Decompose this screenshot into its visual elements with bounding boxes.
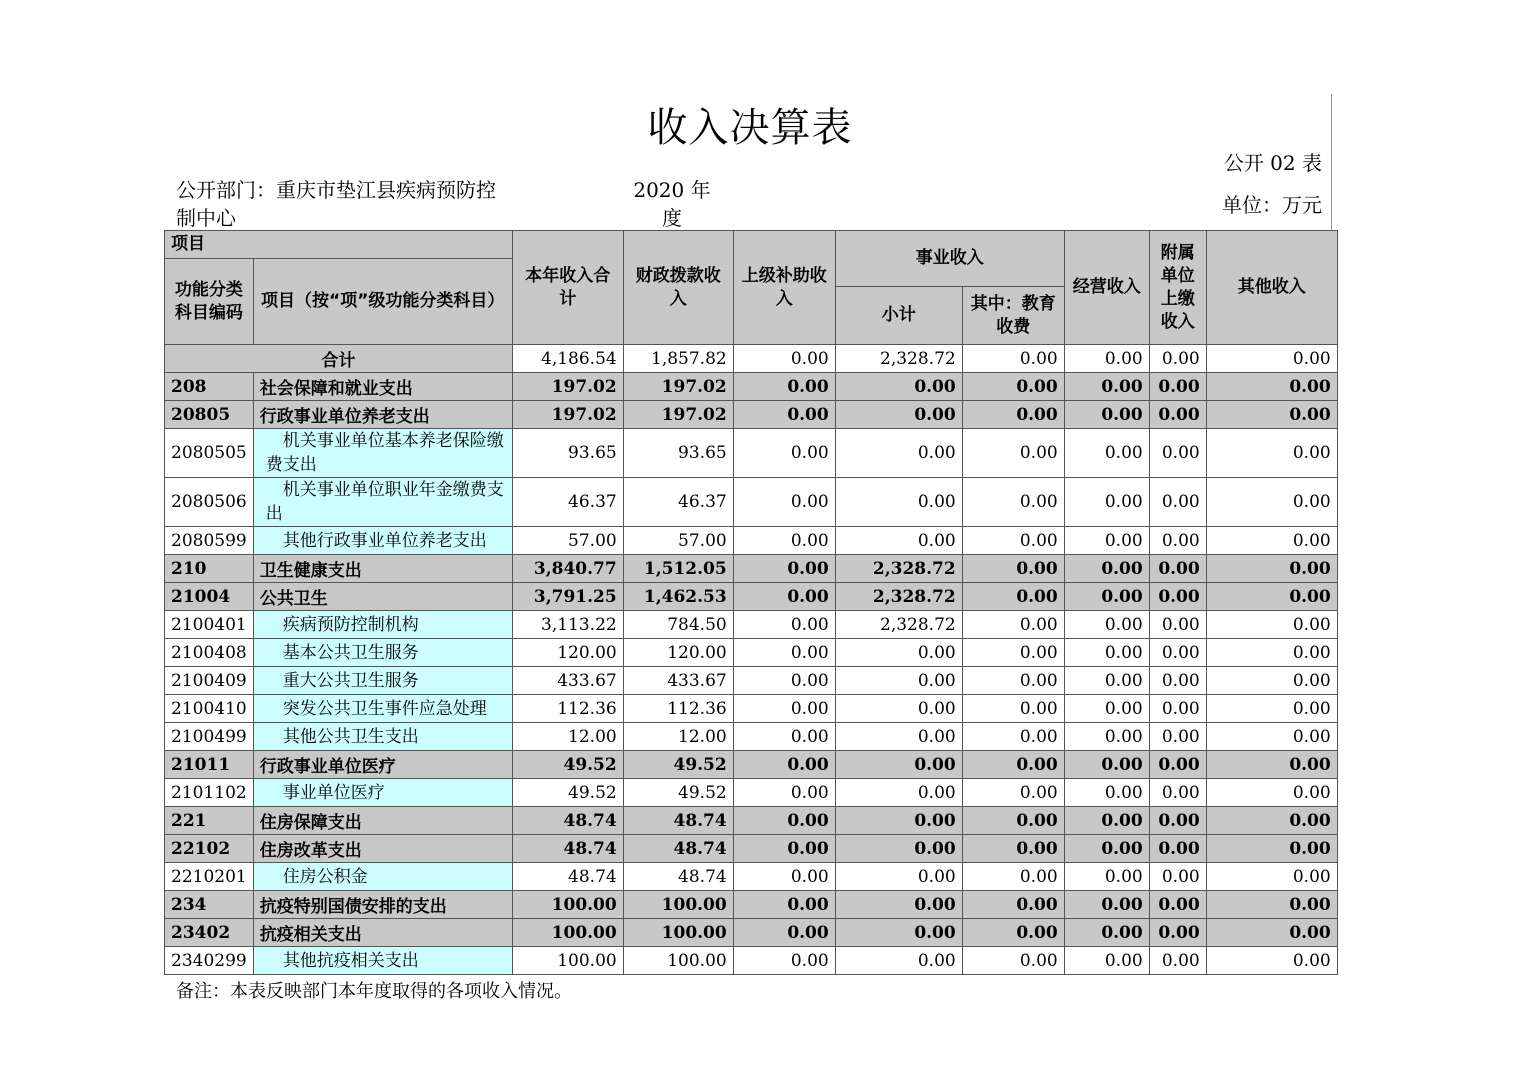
table-row [165,478,1338,527]
row-value: 0.00 [1206,639,1337,667]
row-value: 0.00 [1064,527,1149,555]
table-row [165,863,1338,891]
row-value: 0.00 [1149,527,1206,555]
row-value: 0.00 [733,527,835,555]
row-value: 0.00 [835,429,962,478]
header-edu-fee: 其中：教育收费 [962,287,1064,345]
row-value: 0.00 [1206,835,1337,863]
row-value: 0.00 [1149,667,1206,695]
row-value: 120.00 [512,639,623,667]
row-value: 0.00 [1206,779,1337,807]
row-value: 0.00 [835,751,962,779]
table-row [165,527,1338,555]
row-name: 行政事业单位养老支出 [253,401,512,429]
row-code: 22102 [165,835,254,863]
table-row [165,919,1338,947]
row-value: 120.00 [623,639,733,667]
row-value: 0.00 [1206,723,1337,751]
row-value: 0.00 [835,695,962,723]
row-value: 0.00 [1149,891,1206,919]
row-value: 46.37 [512,478,623,527]
row-value: 2,328.72 [835,611,962,639]
total-cell: 0.00 [1149,345,1206,373]
table-row [165,555,1338,583]
unit-label: 单位：万元 [1222,193,1322,217]
row-name: 行政事业单位医疗 [253,751,512,779]
row-value: 0.00 [1064,919,1149,947]
row-value: 0.00 [1064,373,1149,401]
row-value: 0.00 [733,373,835,401]
row-value: 0.00 [733,401,835,429]
table-row [165,583,1338,611]
row-value: 0.00 [1149,779,1206,807]
header-affiliated: 附属单位上缴收入 [1149,231,1206,345]
row-code: 2100401 [165,611,254,639]
row-value: 197.02 [512,373,623,401]
row-value: 0.00 [1206,401,1337,429]
row-value: 0.00 [962,723,1064,751]
total-cell: 1,857.82 [623,345,733,373]
row-value: 49.52 [623,751,733,779]
row-name: 事业单位医疗 [253,779,512,807]
row-value: 0.00 [835,835,962,863]
row-code: 2340299 [165,947,254,975]
row-value: 112.36 [512,695,623,723]
row-value: 0.00 [962,583,1064,611]
total-cell: 0.00 [1206,345,1337,373]
row-value: 0.00 [962,807,1064,835]
row-value: 0.00 [962,891,1064,919]
row-value: 0.00 [1149,695,1206,723]
row-value: 0.00 [962,779,1064,807]
row-code: 21004 [165,583,254,611]
row-name: 基本公共卫生服务 [253,639,512,667]
row-code: 2100409 [165,667,254,695]
row-value: 49.52 [512,751,623,779]
row-name: 其他抗疫相关支出 [253,947,512,975]
row-value: 0.00 [1149,639,1206,667]
row-value: 0.00 [1149,723,1206,751]
total-cell: 0.00 [962,345,1064,373]
row-value: 0.00 [733,478,835,527]
row-value: 0.00 [1064,667,1149,695]
row-value: 0.00 [835,401,962,429]
row-value: 0.00 [835,373,962,401]
header-fiscal: 财政拨款收入 [623,231,733,345]
row-value: 0.00 [835,667,962,695]
row-value: 0.00 [835,947,962,975]
row-value: 0.00 [733,947,835,975]
header-name: 项目（按“项”级功能分类科目） [253,259,512,345]
row-value: 48.74 [512,807,623,835]
row-value: 0.00 [962,639,1064,667]
income-table [164,230,1338,975]
row-value: 12.00 [623,723,733,751]
table-row [165,835,1338,863]
row-value: 0.00 [733,667,835,695]
row-value: 0.00 [1149,555,1206,583]
row-code: 2080505 [165,429,254,478]
header-other: 其他收入 [1206,231,1337,345]
row-value: 46.37 [623,478,733,527]
row-value: 48.74 [623,835,733,863]
row-value: 784.50 [623,611,733,639]
table-row [165,667,1338,695]
row-code: 2100499 [165,723,254,751]
header-subsidy: 上级补助收入 [733,231,835,345]
row-value: 0.00 [1064,751,1149,779]
row-value: 0.00 [733,919,835,947]
row-value: 0.00 [1206,751,1337,779]
row-value: 1,462.53 [623,583,733,611]
row-code: 2100410 [165,695,254,723]
row-code: 23402 [165,919,254,947]
row-value: 0.00 [733,807,835,835]
header-subtotal: 小计 [835,287,962,345]
row-value: 0.00 [1206,891,1337,919]
row-value: 197.02 [623,401,733,429]
row-value: 93.65 [512,429,623,478]
row-name: 机关事业单位职业年金缴费支出 [253,478,512,527]
row-value: 0.00 [835,807,962,835]
row-value: 433.67 [512,667,623,695]
footnote: 备注：本表反映部门本年度取得的各项收入情况。 [176,981,572,1002]
row-value: 2,328.72 [835,555,962,583]
row-value: 100.00 [623,891,733,919]
row-value: 0.00 [1206,695,1337,723]
table-row [165,751,1338,779]
row-name: 机关事业单位基本养老保险缴费支出 [253,429,512,478]
row-value: 0.00 [733,429,835,478]
row-code: 2080599 [165,527,254,555]
table-row [165,401,1338,429]
row-value: 100.00 [512,947,623,975]
row-value: 93.65 [623,429,733,478]
row-value: 48.74 [623,863,733,891]
row-value: 0.00 [835,639,962,667]
row-value: 0.00 [733,863,835,891]
row-value: 0.00 [962,555,1064,583]
row-value: 49.52 [512,779,623,807]
row-value: 0.00 [733,751,835,779]
row-name: 疾病预防控制机构 [253,611,512,639]
row-name: 住房改革支出 [253,835,512,863]
row-value: 0.00 [1064,891,1149,919]
row-value: 0.00 [1149,863,1206,891]
row-value: 0.00 [962,835,1064,863]
total-cell: 0.00 [1064,345,1149,373]
row-name: 住房公积金 [253,863,512,891]
row-value: 0.00 [1206,947,1337,975]
row-value: 0.00 [1149,807,1206,835]
row-value: 49.52 [623,779,733,807]
row-value: 0.00 [1149,919,1206,947]
row-value: 48.74 [623,807,733,835]
row-value: 0.00 [1064,695,1149,723]
row-value: 48.74 [512,835,623,863]
row-value: 0.00 [733,835,835,863]
row-code: 210 [165,555,254,583]
row-name: 抗疫特别国债安排的支出 [253,891,512,919]
row-value: 100.00 [623,947,733,975]
row-value: 0.00 [1064,429,1149,478]
table-row [165,947,1338,975]
row-value: 0.00 [1064,611,1149,639]
table-row [165,639,1338,667]
row-value: 48.74 [512,863,623,891]
total-cell: 0.00 [733,345,835,373]
header-code: 功能分类科目编码 [165,259,254,345]
row-value: 0.00 [1149,947,1206,975]
row-code: 2100408 [165,639,254,667]
row-value: 197.02 [512,401,623,429]
row-value: 0.00 [962,947,1064,975]
row-value: 0.00 [733,723,835,751]
row-value: 0.00 [1064,835,1149,863]
table-row [165,611,1338,639]
row-value: 0.00 [1149,429,1206,478]
row-value: 0.00 [835,919,962,947]
row-code: 221 [165,807,254,835]
row-value: 0.00 [1206,555,1337,583]
row-code: 2210201 [165,863,254,891]
year-label: 2020 年度 [633,178,711,230]
row-value: 3,840.77 [512,555,623,583]
table-row [165,429,1338,478]
row-value: 57.00 [512,527,623,555]
row-value: 0.00 [1064,555,1149,583]
row-value: 0.00 [1149,478,1206,527]
table-row [165,723,1338,751]
row-value: 0.00 [962,863,1064,891]
row-value: 112.36 [623,695,733,723]
page-title: 收入决算表 [647,105,853,151]
row-value: 0.00 [1149,401,1206,429]
row-value: 0.00 [1149,751,1206,779]
row-value: 0.00 [962,429,1064,478]
row-value: 100.00 [623,919,733,947]
row-value: 0.00 [1064,401,1149,429]
row-value: 0.00 [733,695,835,723]
row-value: 0.00 [1064,947,1149,975]
row-value: 0.00 [733,891,835,919]
header-total-income: 本年收入合计 [512,231,623,345]
row-code: 234 [165,891,254,919]
row-value: 0.00 [1149,611,1206,639]
row-name: 社会保障和就业支出 [253,373,512,401]
row-value: 57.00 [623,527,733,555]
row-name: 卫生健康支出 [253,555,512,583]
right-border-line [1331,94,1332,230]
table-row [165,891,1338,919]
row-value: 0.00 [1149,373,1206,401]
row-name: 住房保障支出 [253,807,512,835]
row-value: 1,512.05 [623,555,733,583]
table-row [165,807,1338,835]
total-row [165,345,1338,373]
row-value: 0.00 [962,373,1064,401]
row-value: 0.00 [733,583,835,611]
row-value: 2,328.72 [835,583,962,611]
row-value: 0.00 [835,723,962,751]
header-item: 项目 [165,231,513,259]
row-value: 0.00 [962,919,1064,947]
row-value: 0.00 [1206,373,1337,401]
row-value: 197.02 [623,373,733,401]
row-value: 100.00 [512,919,623,947]
row-name: 抗疫相关支出 [253,919,512,947]
department-label: 公开部门：重庆市垫江县疾病预防控制中心 [176,178,496,230]
row-name: 重大公共卫生服务 [253,667,512,695]
row-value: 0.00 [1206,611,1337,639]
total-label: 合计 [165,345,513,373]
row-value: 0.00 [1206,667,1337,695]
row-value: 0.00 [835,527,962,555]
row-value: 0.00 [1064,723,1149,751]
row-code: 2101102 [165,779,254,807]
row-value: 0.00 [733,611,835,639]
row-value: 3,791.25 [512,583,623,611]
row-value: 0.00 [1206,807,1337,835]
row-name: 公共卫生 [253,583,512,611]
row-value: 100.00 [512,891,623,919]
row-value: 0.00 [1206,527,1337,555]
row-value: 0.00 [733,779,835,807]
row-value: 0.00 [962,527,1064,555]
row-value: 0.00 [1064,583,1149,611]
row-value: 0.00 [1064,639,1149,667]
row-value: 433.67 [623,667,733,695]
row-value: 0.00 [1206,478,1337,527]
header-operating: 经营收入 [1064,231,1149,345]
row-value: 0.00 [1064,807,1149,835]
row-value: 0.00 [1064,478,1149,527]
row-value: 3,113.22 [512,611,623,639]
total-cell: 4,186.54 [512,345,623,373]
row-value: 0.00 [733,555,835,583]
row-value: 0.00 [1149,835,1206,863]
table-row [165,373,1338,401]
row-value: 0.00 [835,863,962,891]
row-code: 20805 [165,401,254,429]
row-code: 208 [165,373,254,401]
row-value: 0.00 [1206,863,1337,891]
row-code: 21011 [165,751,254,779]
row-value: 0.00 [733,639,835,667]
row-value: 0.00 [1206,919,1337,947]
header-business-income: 事业收入 [835,231,1064,287]
row-value: 0.00 [1064,779,1149,807]
row-value: 0.00 [962,611,1064,639]
row-value: 0.00 [962,667,1064,695]
form-number: 公开 02 表 [1223,151,1322,175]
row-value: 0.00 [1149,583,1206,611]
row-name: 突发公共卫生事件应急处理 [253,695,512,723]
row-name: 其他公共卫生支出 [253,723,512,751]
row-value: 0.00 [1206,429,1337,478]
table-row [165,695,1338,723]
row-value: 0.00 [835,779,962,807]
row-value: 0.00 [962,478,1064,527]
row-value: 0.00 [962,751,1064,779]
table-row [165,779,1338,807]
row-value: 0.00 [835,891,962,919]
row-code: 2080506 [165,478,254,527]
row-value: 0.00 [835,478,962,527]
row-value: 12.00 [512,723,623,751]
row-value: 0.00 [962,695,1064,723]
row-value: 0.00 [1206,583,1337,611]
row-value: 0.00 [1064,863,1149,891]
row-name: 其他行政事业单位养老支出 [253,527,512,555]
total-cell: 2,328.72 [835,345,962,373]
row-value: 0.00 [962,401,1064,429]
